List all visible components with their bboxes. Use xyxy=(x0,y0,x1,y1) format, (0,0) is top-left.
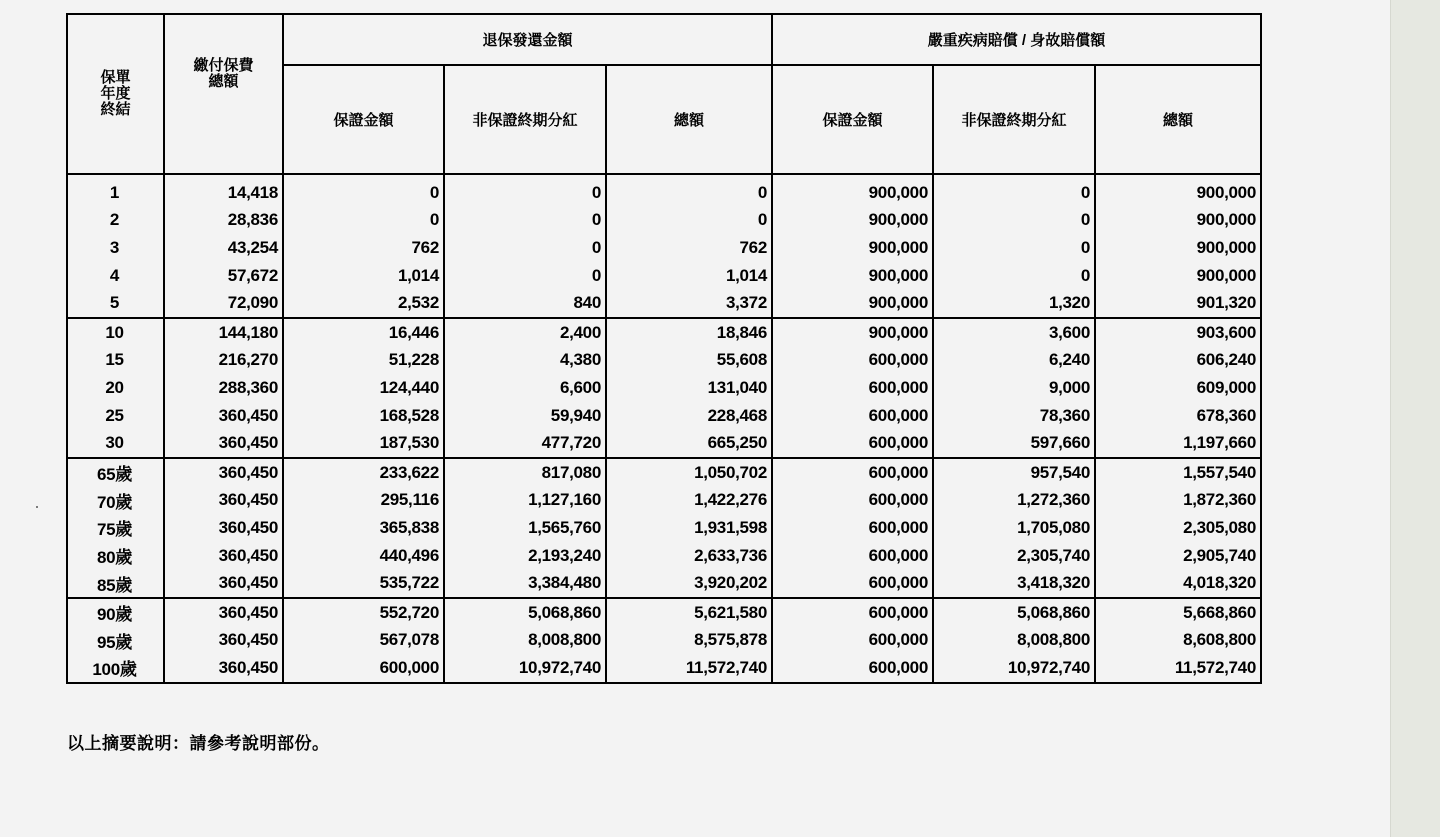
amount-cell: 606,240 xyxy=(1095,347,1261,375)
amount-cell: 10,972,740 xyxy=(933,654,1095,683)
amount-cell: 233,622 xyxy=(283,458,444,487)
amount-cell: 3,600 xyxy=(933,318,1095,347)
amount-cell: 567,078 xyxy=(283,627,444,655)
amount-cell: 124,440 xyxy=(283,374,444,402)
amount-cell: 1,557,540 xyxy=(1095,458,1261,487)
amount-cell: 57,672 xyxy=(164,262,283,290)
amount-cell: 5,068,860 xyxy=(933,598,1095,627)
amount-cell: 900,000 xyxy=(772,234,933,262)
policy-year-cell: 100歲 xyxy=(67,654,164,683)
amount-cell: 900,000 xyxy=(772,174,933,207)
amount-cell: 2,905,740 xyxy=(1095,542,1261,570)
amount-cell: 0 xyxy=(283,207,444,235)
amount-cell: 5,068,860 xyxy=(444,598,606,627)
amount-cell: 600,000 xyxy=(772,347,933,375)
table-row xyxy=(67,514,1261,542)
amount-cell: 4,380 xyxy=(444,347,606,375)
amount-cell: 5,621,580 xyxy=(606,598,772,627)
table-row xyxy=(67,627,1261,655)
amount-cell: 1,422,276 xyxy=(606,487,772,515)
table-header xyxy=(67,14,1261,174)
table-row xyxy=(67,289,1261,318)
amount-cell: 3,384,480 xyxy=(444,569,606,598)
amount-cell: 0 xyxy=(933,262,1095,290)
table-row xyxy=(67,374,1261,402)
amount-cell: 360,450 xyxy=(164,627,283,655)
amount-cell: 360,450 xyxy=(164,487,283,515)
amount-cell: 360,450 xyxy=(164,458,283,487)
policy-year-cell: 75歲 xyxy=(67,514,164,542)
policy-year-end-label: 保單 年度 終結 xyxy=(100,69,131,118)
amount-cell: 0 xyxy=(444,174,606,207)
policy-year-cell: 95歲 xyxy=(67,627,164,655)
amount-cell: 295,116 xyxy=(283,487,444,515)
policy-year-cell: 85歲 xyxy=(67,569,164,598)
death-guaranteed-header: 保證金額 xyxy=(772,65,933,174)
amount-cell: 131,040 xyxy=(606,374,772,402)
amount-cell: 600,000 xyxy=(772,569,933,598)
amount-cell: 600,000 xyxy=(772,402,933,430)
amount-cell: 78,360 xyxy=(933,402,1095,430)
amount-cell: 609,000 xyxy=(1095,374,1261,402)
table-row xyxy=(67,318,1261,347)
amount-cell: 600,000 xyxy=(772,514,933,542)
amount-cell: 0 xyxy=(606,207,772,235)
amount-cell: 2,532 xyxy=(283,289,444,318)
amount-cell: 900,000 xyxy=(772,318,933,347)
policy-year-cell: 3 xyxy=(67,234,164,262)
amount-cell: 55,608 xyxy=(606,347,772,375)
amount-cell: 600,000 xyxy=(772,429,933,458)
table-row xyxy=(67,402,1261,430)
amount-cell: 8,608,800 xyxy=(1095,627,1261,655)
amount-cell: 600,000 xyxy=(772,458,933,487)
amount-cell: 360,450 xyxy=(164,542,283,570)
amount-cell: 0 xyxy=(933,174,1095,207)
amount-cell: 14,418 xyxy=(164,174,283,207)
amount-cell: 11,572,740 xyxy=(1095,654,1261,683)
amount-cell: 900,000 xyxy=(1095,174,1261,207)
table-row xyxy=(67,234,1261,262)
amount-cell: 59,940 xyxy=(444,402,606,430)
amount-cell: 2,633,736 xyxy=(606,542,772,570)
amount-cell: 360,450 xyxy=(164,654,283,683)
amount-cell: 762 xyxy=(283,234,444,262)
amount-cell: 0 xyxy=(444,262,606,290)
table-row xyxy=(67,262,1261,290)
amount-cell: 477,720 xyxy=(444,429,606,458)
amount-cell: 1,014 xyxy=(606,262,772,290)
amount-cell: 9,000 xyxy=(933,374,1095,402)
amount-cell: 900,000 xyxy=(772,207,933,235)
policy-year-cell: 4 xyxy=(67,262,164,290)
policy-year-cell: 65歲 xyxy=(67,458,164,487)
amount-cell: 8,008,800 xyxy=(444,627,606,655)
amount-cell: 840 xyxy=(444,289,606,318)
amount-cell: 900,000 xyxy=(772,262,933,290)
amount-cell: 2,193,240 xyxy=(444,542,606,570)
amount-cell: 16,446 xyxy=(283,318,444,347)
table-row xyxy=(67,542,1261,570)
amount-cell: 8,575,878 xyxy=(606,627,772,655)
surrender-total-header: 總額 xyxy=(606,65,772,174)
amount-cell: 2,400 xyxy=(444,318,606,347)
policy-year-cell: 25 xyxy=(67,402,164,430)
scan-speck xyxy=(36,506,38,508)
amount-cell: 51,228 xyxy=(283,347,444,375)
amount-cell: 0 xyxy=(283,174,444,207)
policy-year-cell: 20 xyxy=(67,374,164,402)
policy-year-cell: 80歲 xyxy=(67,542,164,570)
table-row xyxy=(67,429,1261,458)
amount-cell: 365,838 xyxy=(283,514,444,542)
table-row xyxy=(67,487,1261,515)
table-body xyxy=(67,174,1261,683)
surrender-guaranteed-header: 保證金額 xyxy=(283,65,444,174)
amount-cell: 360,450 xyxy=(164,429,283,458)
amount-cell: 168,528 xyxy=(283,402,444,430)
amount-cell: 288,360 xyxy=(164,374,283,402)
amount-cell: 1,872,360 xyxy=(1095,487,1261,515)
amount-cell: 600,000 xyxy=(283,654,444,683)
amount-cell: 216,270 xyxy=(164,347,283,375)
amount-cell: 1,320 xyxy=(933,289,1095,318)
amount-cell: 4,018,320 xyxy=(1095,569,1261,598)
amount-cell: 6,600 xyxy=(444,374,606,402)
policy-year-cell: 90歲 xyxy=(67,598,164,627)
table-row xyxy=(67,458,1261,487)
amount-cell: 762 xyxy=(606,234,772,262)
amount-cell: 360,450 xyxy=(164,569,283,598)
amount-cell: 552,720 xyxy=(283,598,444,627)
amount-cell: 18,846 xyxy=(606,318,772,347)
amount-cell: 360,450 xyxy=(164,514,283,542)
amount-cell: 2,305,080 xyxy=(1095,514,1261,542)
amount-cell: 440,496 xyxy=(283,542,444,570)
amount-cell: 1,127,160 xyxy=(444,487,606,515)
amount-cell: 10,972,740 xyxy=(444,654,606,683)
policy-year-cell: 5 xyxy=(67,289,164,318)
amount-cell: 900,000 xyxy=(1095,207,1261,235)
surrender-value-group-header: 退保發還金額 xyxy=(283,14,772,65)
amount-cell: 535,722 xyxy=(283,569,444,598)
death-benefit-group-header: 嚴重疾病賠償 / 身故賠償額 xyxy=(772,14,1261,65)
amount-cell: 0 xyxy=(444,207,606,235)
amount-cell: 1,931,598 xyxy=(606,514,772,542)
amount-cell: 360,450 xyxy=(164,598,283,627)
amount-cell: 2,305,740 xyxy=(933,542,1095,570)
policy-year-end-header xyxy=(67,14,164,174)
amount-cell: 1,050,702 xyxy=(606,458,772,487)
amount-cell: 5,668,860 xyxy=(1095,598,1261,627)
amount-cell: 903,600 xyxy=(1095,318,1261,347)
policy-year-cell: 10 xyxy=(67,318,164,347)
amount-cell: 1,565,760 xyxy=(444,514,606,542)
policy-year-cell: 70歲 xyxy=(67,487,164,515)
amount-cell: 600,000 xyxy=(772,598,933,627)
total-premium-label: 繳付保費 總額 xyxy=(193,57,254,90)
policy-year-cell: 1 xyxy=(67,174,164,207)
footnote: 以上摘要說明：請參考說明部份。 xyxy=(67,734,330,754)
amount-cell: 72,090 xyxy=(164,289,283,318)
death-nonguaranteed-header: 非保證終期分紅 xyxy=(933,65,1095,174)
amount-cell: 11,572,740 xyxy=(606,654,772,683)
table-row xyxy=(67,654,1261,683)
amount-cell: 900,000 xyxy=(1095,262,1261,290)
policy-year-cell: 2 xyxy=(67,207,164,235)
benefit-illustration-table xyxy=(66,13,1262,684)
table-row xyxy=(67,174,1261,207)
amount-cell: 3,418,320 xyxy=(933,569,1095,598)
amount-cell: 1,705,080 xyxy=(933,514,1095,542)
amount-cell: 1,272,360 xyxy=(933,487,1095,515)
amount-cell: 900,000 xyxy=(772,289,933,318)
amount-cell: 957,540 xyxy=(933,458,1095,487)
amount-cell: 144,180 xyxy=(164,318,283,347)
amount-cell: 597,660 xyxy=(933,429,1095,458)
policy-year-cell: 30 xyxy=(67,429,164,458)
amount-cell: 360,450 xyxy=(164,402,283,430)
policy-year-cell: 15 xyxy=(67,347,164,375)
amount-cell: 3,372 xyxy=(606,289,772,318)
table-row xyxy=(67,207,1261,235)
amount-cell: 600,000 xyxy=(772,542,933,570)
amount-cell: 1,014 xyxy=(283,262,444,290)
amount-cell: 187,530 xyxy=(283,429,444,458)
amount-cell: 8,008,800 xyxy=(933,627,1095,655)
amount-cell: 0 xyxy=(933,207,1095,235)
amount-cell: 0 xyxy=(933,234,1095,262)
amount-cell: 0 xyxy=(444,234,606,262)
amount-cell: 665,250 xyxy=(606,429,772,458)
amount-cell: 43,254 xyxy=(164,234,283,262)
amount-cell: 0 xyxy=(606,174,772,207)
table-row xyxy=(67,598,1261,627)
death-total-header: 總額 xyxy=(1095,65,1261,174)
amount-cell: 900,000 xyxy=(1095,234,1261,262)
table-row xyxy=(67,347,1261,375)
amount-cell: 28,836 xyxy=(164,207,283,235)
total-premium-header xyxy=(164,14,283,174)
window-gutter xyxy=(1390,0,1440,837)
amount-cell: 600,000 xyxy=(772,487,933,515)
amount-cell: 600,000 xyxy=(772,374,933,402)
amount-cell: 600,000 xyxy=(772,627,933,655)
table-row xyxy=(67,569,1261,598)
amount-cell: 817,080 xyxy=(444,458,606,487)
amount-cell: 678,360 xyxy=(1095,402,1261,430)
amount-cell: 3,920,202 xyxy=(606,569,772,598)
amount-cell: 901,320 xyxy=(1095,289,1261,318)
amount-cell: 600,000 xyxy=(772,654,933,683)
surrender-nonguaranteed-header: 非保證終期分紅 xyxy=(444,65,606,174)
amount-cell: 6,240 xyxy=(933,347,1095,375)
amount-cell: 228,468 xyxy=(606,402,772,430)
amount-cell: 1,197,660 xyxy=(1095,429,1261,458)
